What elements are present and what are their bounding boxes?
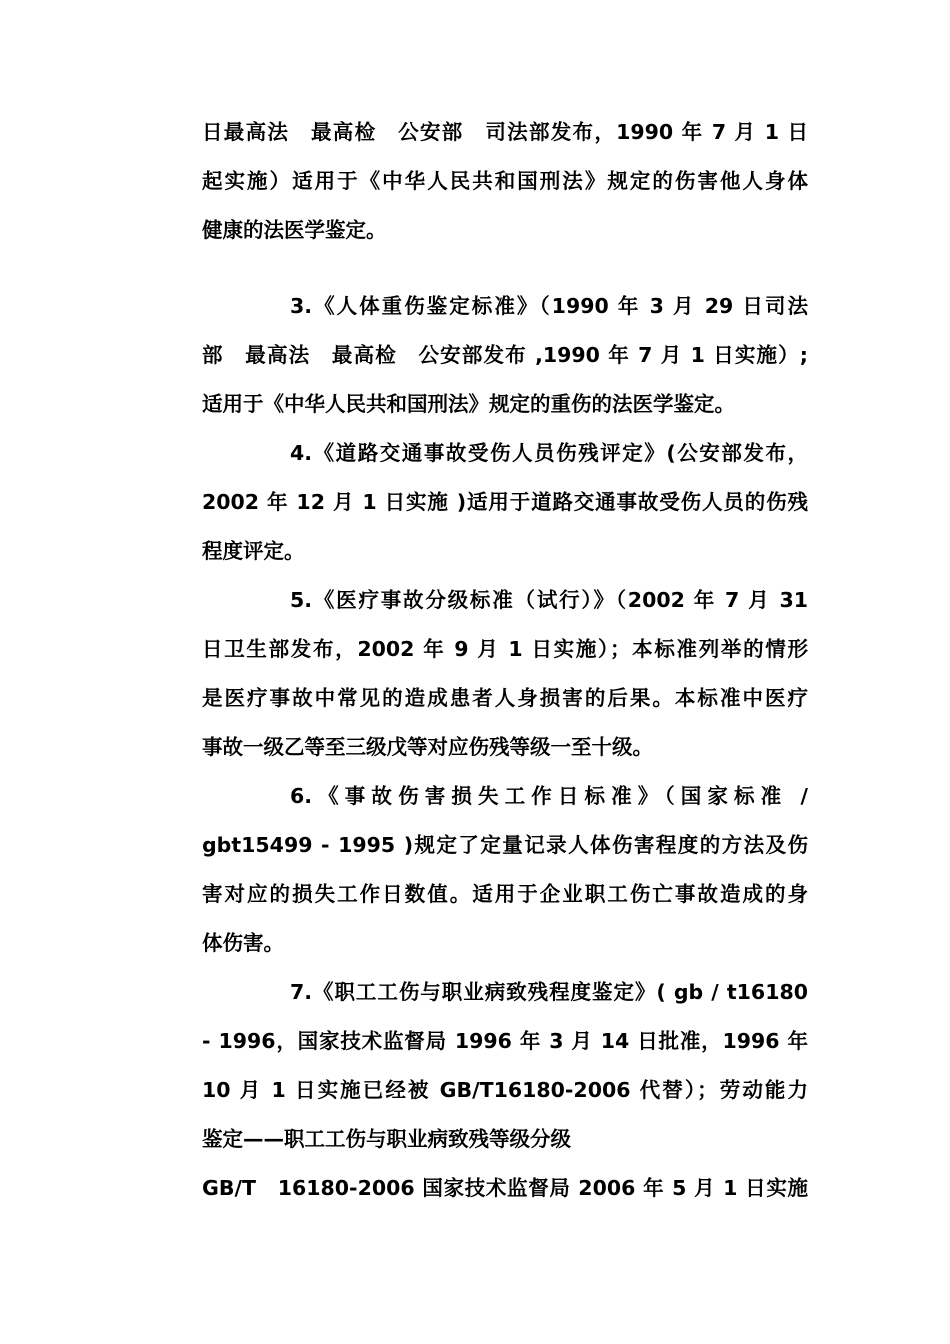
text-line: 害对应的损失工作日数值。适用于企业职工伤亡事故造成的身: [202, 882, 808, 906]
text-line: 日最高法 最高检 公安部 司法部发布，1990 年 7 月 1 日: [202, 120, 808, 144]
text-line: 鉴定——职工工伤与职业病致残等级分级: [202, 1127, 571, 1151]
text-line: 事故一级乙等至三级戊等对应伤残等级一至十级。: [202, 735, 653, 759]
text-line: 体伤害。: [202, 931, 284, 955]
text-line: 3.《人体重伤鉴定标准》（1990 年 3 月 29 日司法: [290, 294, 808, 318]
text-line: 7.《职工工伤与职业病致残程度鉴定》( gb / t16180: [290, 980, 808, 1004]
text-line: 6.《事故伤害损失工作日标准》（国家标准 /: [290, 784, 808, 808]
paragraph-intro-tail: [202, 108, 808, 255]
paragraph-item-6: [202, 772, 808, 968]
body-text: [202, 108, 808, 1213]
text-line: 是医疗事故中常见的造成患者人身损害的后果。本标准中医疗: [202, 686, 808, 710]
text-line: 起实施）适用于《中华人民共和国刑法》规定的伤害他人身体: [202, 169, 808, 193]
text-line: 5.《医疗事故分级标准（试行）》（2002 年 7 月 31: [290, 588, 808, 612]
text-line: 2002 年 12 月 1 日实施 )适用于道路交通事故受伤人员的伤残: [202, 490, 808, 514]
text-line: 10 月 1 日实施已经被 GB/T16180-2006 代替）；劳动能力: [202, 1078, 808, 1102]
text-line: 适用于《中华人民共和国刑法》规定的重伤的法医学鉴定。: [202, 392, 735, 416]
paragraph-item-5: [202, 576, 808, 772]
text-line: 健康的法医学鉴定。: [202, 218, 387, 242]
paragraph-item-4: [202, 429, 808, 576]
text-line: 4.《道路交通事故受伤人员伤残评定》(公安部发布，: [290, 441, 808, 465]
text-line: 程度评定。: [202, 539, 305, 563]
paragraph-item-3: [202, 282, 808, 429]
text-line: GB/T 16180-2006 国家技术监督局 2006 年 5 月 1 日实施: [202, 1176, 808, 1200]
text-line: gbt15499 - 1995 )规定了定量记录人体伤害程度的方法及伤: [202, 833, 808, 857]
paragraph-item-7: [202, 968, 808, 1213]
text-line: 日卫生部发布，2002 年 9 月 1 日实施）；本标准列举的情形: [202, 637, 808, 661]
text-line: 部 最高法 最高检 公安部发布 ,1990 年 7 月 1 日实施）;: [202, 343, 808, 367]
text-line: - 1996，国家技术监督局 1996 年 3 月 14 日批准，1996 年: [202, 1029, 808, 1053]
